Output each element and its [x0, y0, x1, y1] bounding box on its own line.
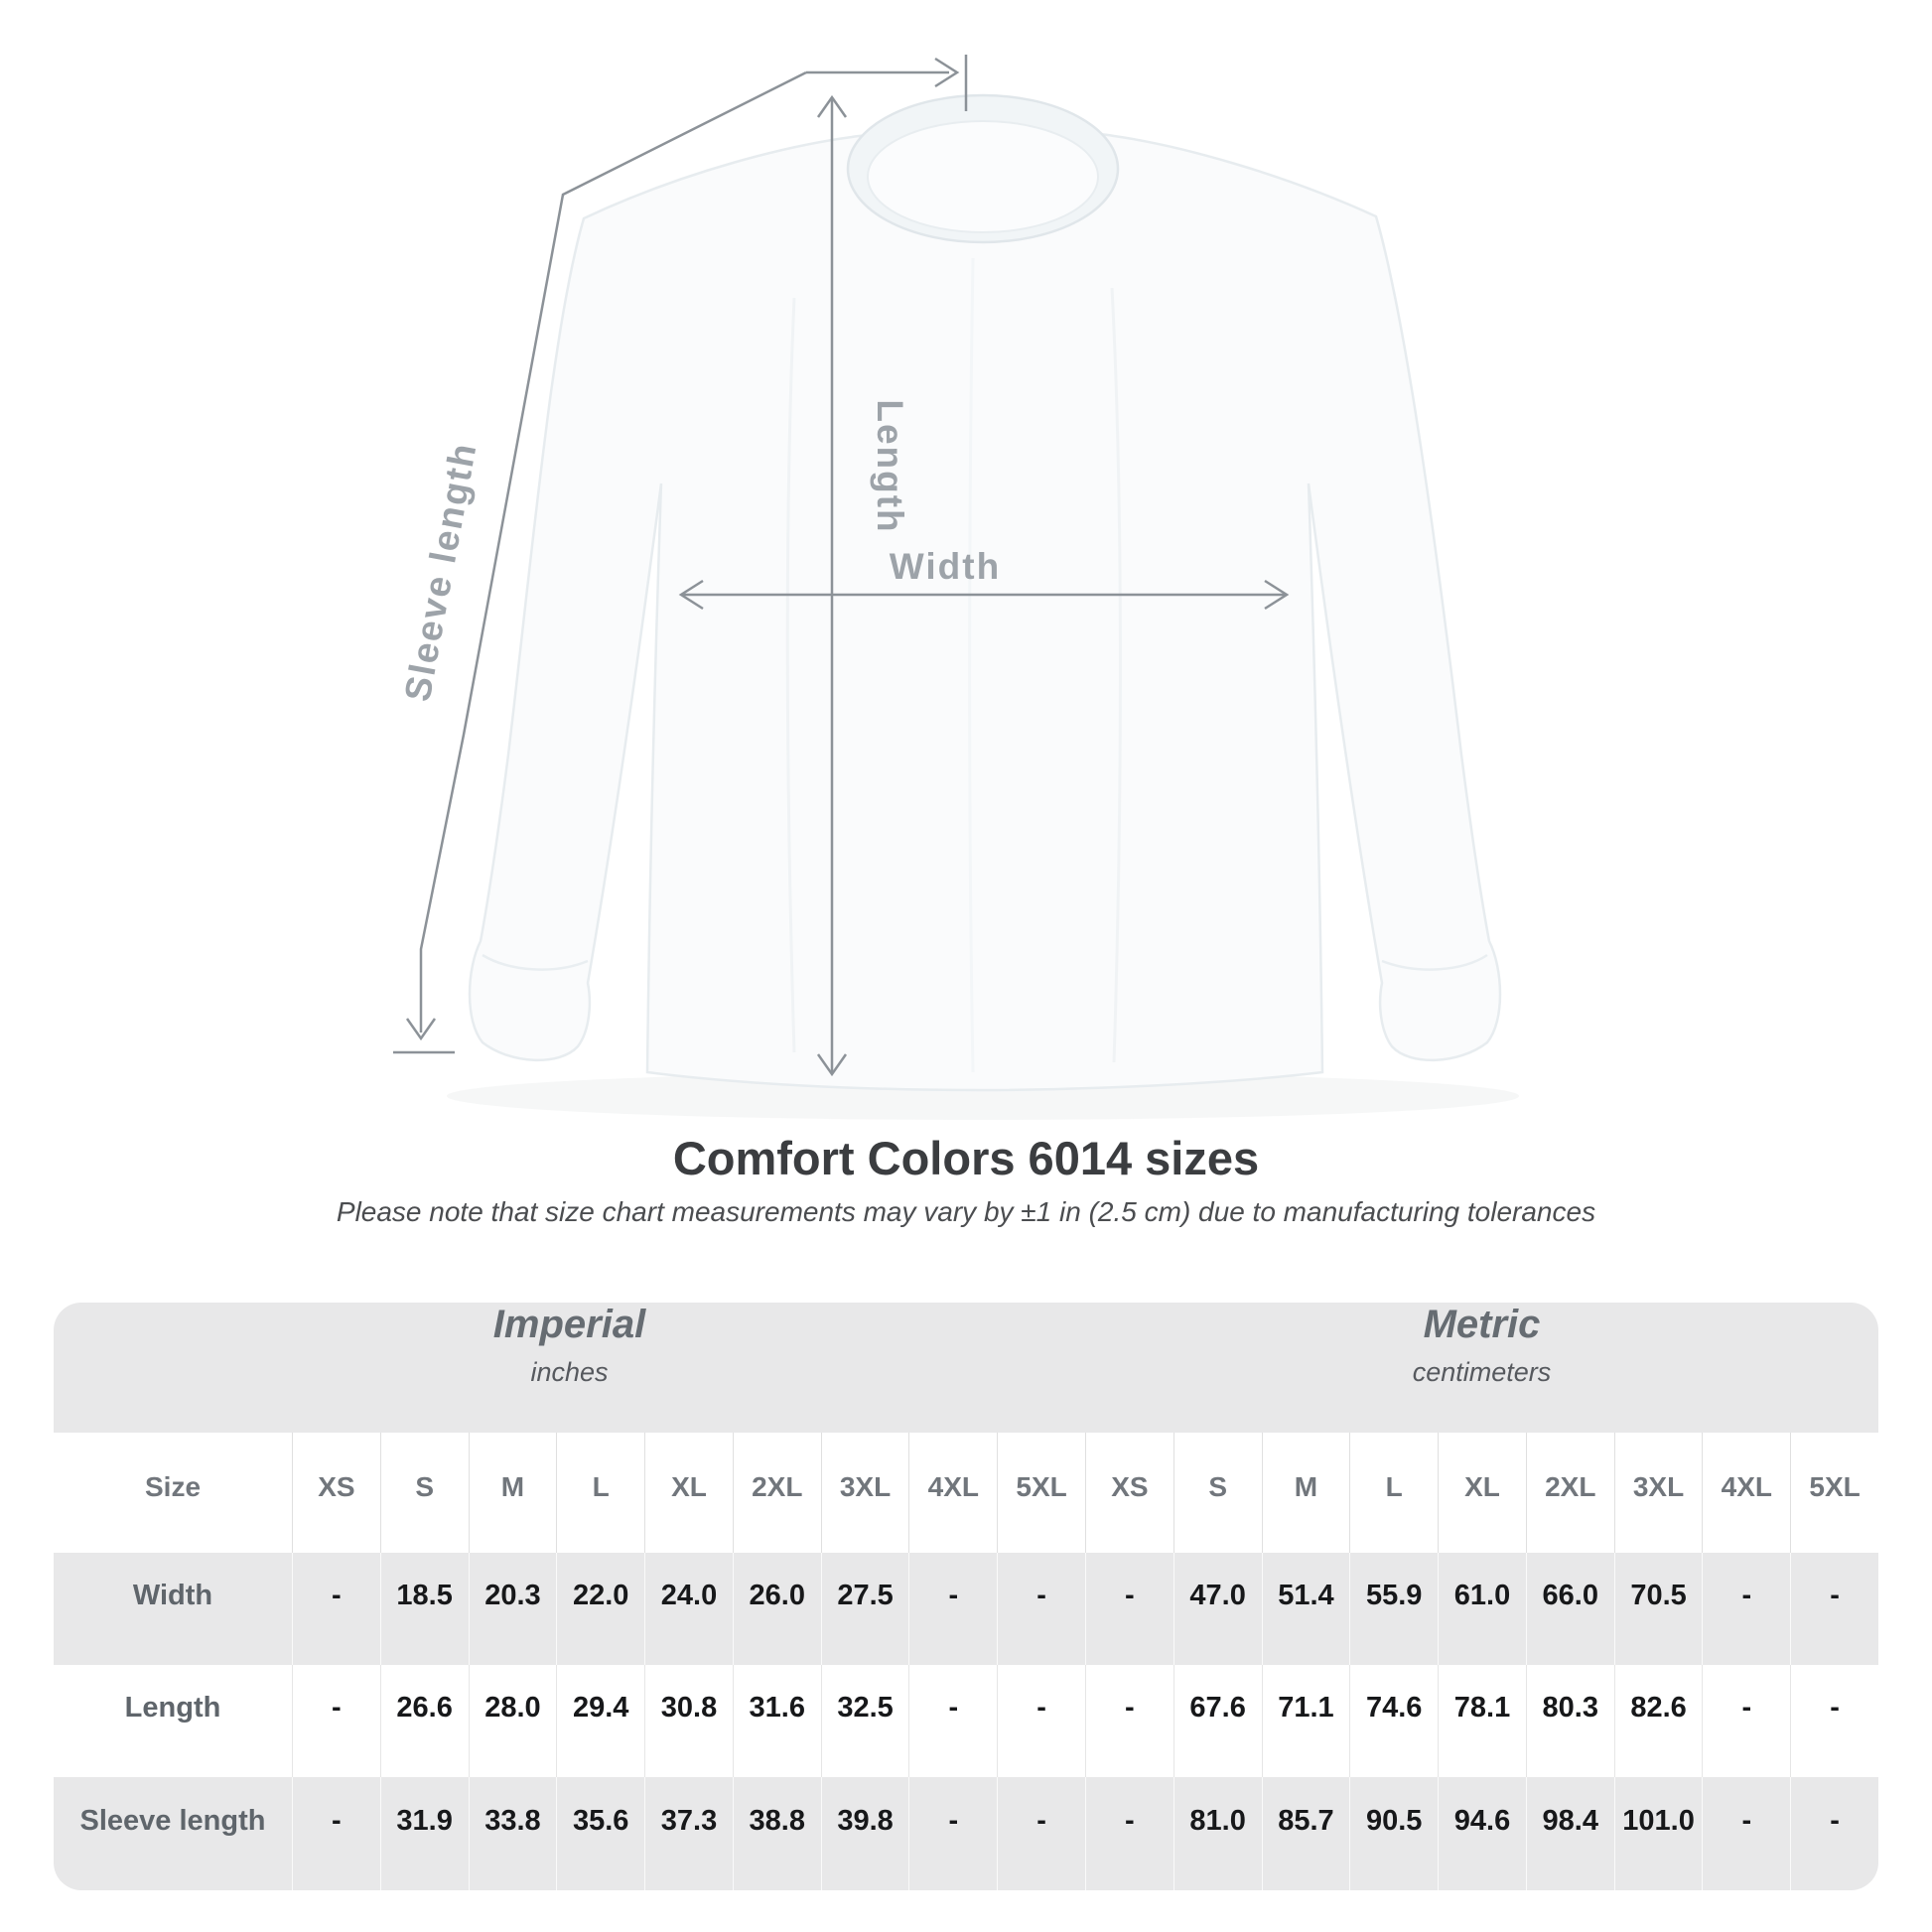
measurement-value-cell: 66.0	[1526, 1553, 1614, 1665]
measurement-value-cell: 81.0	[1173, 1777, 1262, 1890]
measurement-value-cell: 70.5	[1614, 1553, 1703, 1665]
metric-unit-sub: centimeters	[1412, 1356, 1552, 1387]
length-label: Length	[870, 399, 910, 534]
measurement-value-cell: 74.6	[1349, 1665, 1438, 1777]
measurement-value-cell: -	[997, 1777, 1085, 1890]
size-row-header: Size	[54, 1433, 292, 1553]
size-column-header: 2XL	[1526, 1433, 1614, 1553]
measurement-value-cell: 37.3	[644, 1777, 733, 1890]
measurement-value-cell: 35.6	[556, 1777, 644, 1890]
size-column-header: XS	[292, 1433, 380, 1553]
measurement-value-cell: 28.0	[469, 1665, 557, 1777]
chart-heading	[0, 1130, 1932, 1230]
measurement-value-cell: 80.3	[1526, 1665, 1614, 1777]
size-column-header: M	[469, 1433, 557, 1553]
measurement-value-cell: 61.0	[1438, 1553, 1526, 1665]
width-label: Width	[889, 546, 1002, 587]
size-column-header: XL	[644, 1433, 733, 1553]
measurement-value-cell: 94.6	[1438, 1777, 1526, 1890]
size-column-header: 3XL	[1614, 1433, 1703, 1553]
measurement-value-cell: -	[997, 1553, 1085, 1665]
size-column-header: 5XL	[1790, 1433, 1878, 1553]
measurement-value-cell: -	[908, 1665, 997, 1777]
measurement-value-cell: -	[292, 1777, 380, 1890]
imperial-unit-name: Imperial	[492, 1303, 646, 1346]
measurement-value-cell: 32.5	[821, 1665, 909, 1777]
measurement-value-cell: -	[1702, 1553, 1790, 1665]
measurement-value-cell: -	[1085, 1553, 1173, 1665]
measurement-row-label: Width	[54, 1553, 292, 1665]
measurement-value-cell: 20.3	[469, 1553, 557, 1665]
measurement-value-cell: 67.6	[1173, 1665, 1262, 1777]
measurement-value-cell: 26.6	[380, 1665, 469, 1777]
measurement-value-cell: -	[908, 1777, 997, 1890]
size-column-header: XL	[1438, 1433, 1526, 1553]
size-column-header: M	[1262, 1433, 1350, 1553]
measurement-value-cell: 31.6	[733, 1665, 821, 1777]
measurement-value-cell: 31.9	[380, 1777, 469, 1890]
measurement-value-cell: 101.0	[1614, 1777, 1703, 1890]
measurement-value-cell: -	[1085, 1665, 1173, 1777]
measurement-value-cell: 90.5	[1349, 1777, 1438, 1890]
measurement-value-cell: -	[1790, 1553, 1878, 1665]
measurement-value-cell: 78.1	[1438, 1665, 1526, 1777]
size-column-header: L	[1349, 1433, 1438, 1553]
size-table	[54, 1303, 1878, 1890]
measurement-value-cell: 98.4	[1526, 1777, 1614, 1890]
size-column-header: 2XL	[733, 1433, 821, 1553]
measurement-value-cell: 29.4	[556, 1665, 644, 1777]
imperial-header-cell	[54, 1303, 1085, 1433]
size-column-header: 5XL	[997, 1433, 1085, 1553]
tolerance-note: Please note that size chart measurements may vary by ±1 in (2.5 cm) due to manufacturing tolerances	[336, 1196, 1596, 1227]
imperial-unit-sub: inches	[530, 1356, 609, 1387]
measurement-value-cell: 27.5	[821, 1553, 909, 1665]
measurement-row-label: Length	[54, 1665, 292, 1777]
size-column-header: XS	[1085, 1433, 1173, 1553]
size-column-header: 3XL	[821, 1433, 909, 1553]
measurement-value-cell: 85.7	[1262, 1777, 1350, 1890]
measurement-value-cell: 18.5	[380, 1553, 469, 1665]
measurement-value-cell: -	[1790, 1665, 1878, 1777]
measurement-value-cell: -	[1085, 1777, 1173, 1890]
size-column-header: S	[380, 1433, 469, 1553]
measurement-row-label: Sleeve length	[54, 1777, 292, 1890]
measurement-value-cell: -	[1702, 1777, 1790, 1890]
measurement-value-cell: 47.0	[1173, 1553, 1262, 1665]
measurement-value-cell: -	[997, 1665, 1085, 1777]
measurement-value-cell: 82.6	[1614, 1665, 1703, 1777]
measurement-value-cell: 39.8	[821, 1777, 909, 1890]
size-column-header: L	[556, 1433, 644, 1553]
measurement-value-cell: -	[908, 1553, 997, 1665]
metric-unit-name: Metric	[1423, 1303, 1541, 1346]
measurement-value-cell: 71.1	[1262, 1665, 1350, 1777]
measurement-value-cell: 26.0	[733, 1553, 821, 1665]
size-column-header: 4XL	[908, 1433, 997, 1553]
sleeve-length-label: Sleeve length	[396, 438, 484, 705]
collar-inner	[868, 121, 1098, 232]
page-title: Comfort Colors 6014 sizes	[672, 1132, 1260, 1184]
measurement-value-cell: 33.8	[469, 1777, 557, 1890]
shirt-body	[470, 131, 1500, 1090]
measurement-value-cell: 22.0	[556, 1553, 644, 1665]
size-column-header: 4XL	[1702, 1433, 1790, 1553]
metric-header-cell	[1085, 1303, 1878, 1433]
measurement-value-cell: -	[1702, 1665, 1790, 1777]
size-column-header: S	[1173, 1433, 1262, 1553]
measurement-value-cell: 38.8	[733, 1777, 821, 1890]
measurement-value-cell: -	[292, 1553, 380, 1665]
measurement-value-cell: 24.0	[644, 1553, 733, 1665]
measurement-value-cell: 55.9	[1349, 1553, 1438, 1665]
measurement-value-cell: 51.4	[1262, 1553, 1350, 1665]
measurement-value-cell: -	[292, 1665, 380, 1777]
measurement-value-cell: -	[1790, 1777, 1878, 1890]
measurement-value-cell: 30.8	[644, 1665, 733, 1777]
